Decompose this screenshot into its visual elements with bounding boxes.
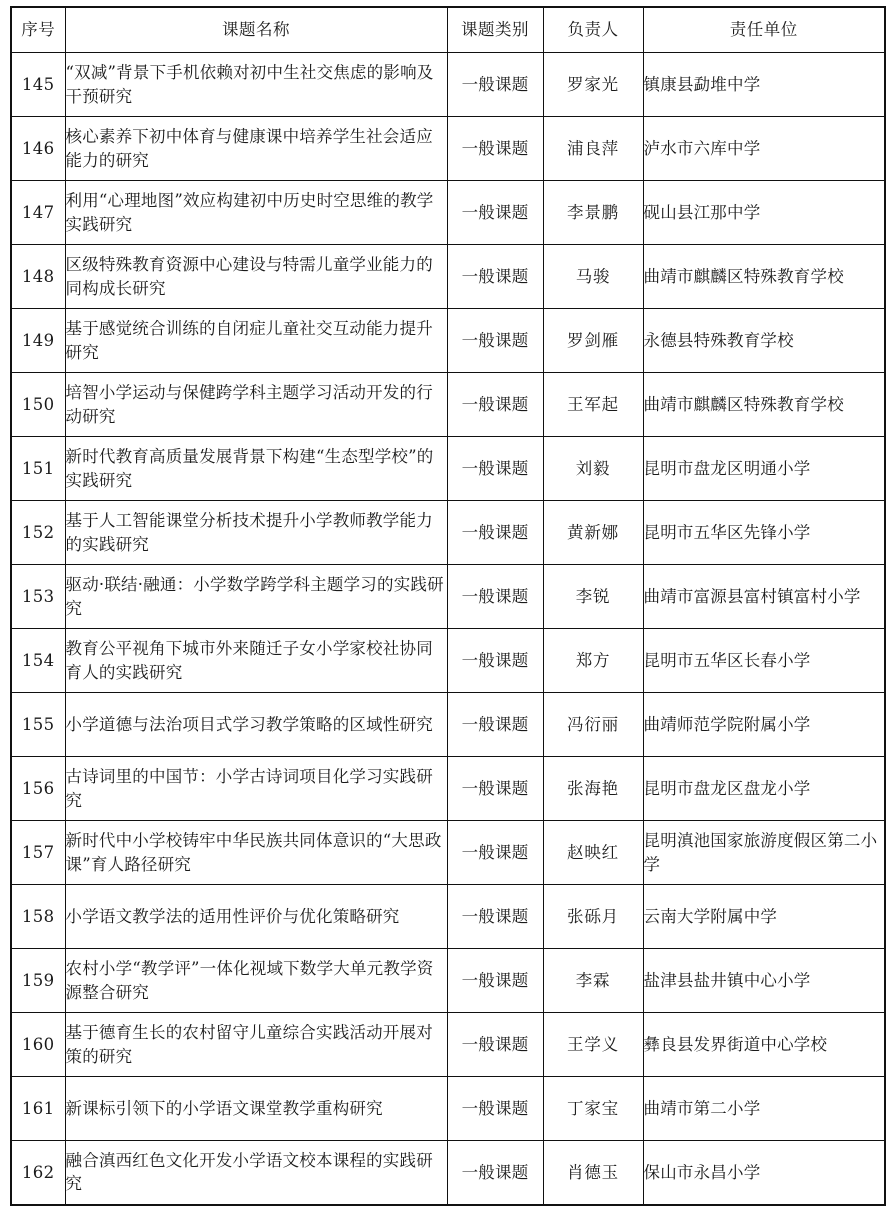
- column-header-unit: 责任单位: [643, 7, 885, 53]
- cell-sequence-number: 145: [11, 53, 65, 117]
- cell-responsible-unit: 保山市永昌小学: [643, 1141, 885, 1205]
- cell-responsible-unit: 曲靖师范学院附属小学: [643, 693, 885, 757]
- cell-project-title: 农村小学“教学评”一体化视域下数学大单元教学资源整合研究: [65, 949, 447, 1013]
- cell-sequence-number: 160: [11, 1013, 65, 1077]
- cell-responsible-unit: 镇康县勐堆中学: [643, 53, 885, 117]
- table-row: [11, 501, 885, 565]
- cell-responsible-unit: 昆明市盘龙区明通小学: [643, 437, 885, 501]
- cell-project-title: 区级特殊教育资源中心建设与特需儿童学业能力的同构成长研究: [65, 245, 447, 309]
- table-row: [11, 565, 885, 629]
- cell-project-leader: 浦良萍: [543, 117, 643, 181]
- cell-project-leader: 肖德玉: [543, 1141, 643, 1205]
- table-row: [11, 309, 885, 373]
- table-row: [11, 949, 885, 1013]
- cell-responsible-unit: 昆明市盘龙区盘龙小学: [643, 757, 885, 821]
- cell-project-category: 一般课题: [447, 1141, 543, 1205]
- cell-responsible-unit: 盐津县盐井镇中心小学: [643, 949, 885, 1013]
- table-row: [11, 53, 885, 117]
- cell-project-category: 一般课题: [447, 693, 543, 757]
- cell-responsible-unit: 曲靖市第二小学: [643, 1077, 885, 1141]
- cell-project-leader: 张砾月: [543, 885, 643, 949]
- cell-project-title: 驱动·联结·融通：小学数学跨学科主题学习的实践研究: [65, 565, 447, 629]
- cell-project-leader: 郑方: [543, 629, 643, 693]
- cell-responsible-unit: 永德县特殊教育学校: [643, 309, 885, 373]
- cell-project-title: 新课标引领下的小学语文课堂教学重构研究: [65, 1077, 447, 1141]
- cell-project-title: 新时代教育高质量发展背景下构建“生态型学校”的实践研究: [65, 437, 447, 501]
- cell-project-category: 一般课题: [447, 437, 543, 501]
- cell-project-title: 基于感觉统合训练的自闭症儿童社交互动能力提升研究: [65, 309, 447, 373]
- table-row: [11, 821, 885, 885]
- cell-project-category: 一般课题: [447, 1077, 543, 1141]
- cell-project-title: 融合滇西红色文化开发小学语文校本课程的实践研究: [65, 1141, 447, 1205]
- table-row: [11, 757, 885, 821]
- cell-project-category: 一般课题: [447, 245, 543, 309]
- cell-project-title: 基于人工智能课堂分析技术提升小学教师教学能力的实践研究: [65, 501, 447, 565]
- cell-project-leader: 李霖: [543, 949, 643, 1013]
- cell-project-leader: 罗剑雁: [543, 309, 643, 373]
- table-header: [11, 7, 885, 53]
- cell-project-title: 教育公平视角下城市外来随迁子女小学家校社协同育人的实践研究: [65, 629, 447, 693]
- column-header-title: 课题名称: [65, 7, 447, 53]
- cell-responsible-unit: 昆明滇池国家旅游度假区第二小学: [643, 821, 885, 885]
- cell-project-category: 一般课题: [447, 53, 543, 117]
- table-row: [11, 117, 885, 181]
- cell-sequence-number: 148: [11, 245, 65, 309]
- table-row: [11, 1013, 885, 1077]
- cell-project-title: “双减”背景下手机依赖对初中生社交焦虑的影响及干预研究: [65, 53, 447, 117]
- cell-sequence-number: 155: [11, 693, 65, 757]
- cell-sequence-number: 150: [11, 373, 65, 437]
- cell-project-leader: 马骏: [543, 245, 643, 309]
- cell-project-category: 一般课题: [447, 565, 543, 629]
- cell-responsible-unit: 云南大学附属中学: [643, 885, 885, 949]
- cell-responsible-unit: 曲靖市富源县富村镇富村小学: [643, 565, 885, 629]
- column-header-leader: 负责人: [543, 7, 643, 53]
- cell-responsible-unit: 昆明市五华区长春小学: [643, 629, 885, 693]
- cell-sequence-number: 159: [11, 949, 65, 1013]
- cell-project-title: 古诗词里的中国节：小学古诗词项目化学习实践研究: [65, 757, 447, 821]
- cell-responsible-unit: 曲靖市麒麟区特殊教育学校: [643, 245, 885, 309]
- cell-sequence-number: 158: [11, 885, 65, 949]
- table-row: [11, 245, 885, 309]
- cell-project-category: 一般课题: [447, 373, 543, 437]
- table-row: [11, 181, 885, 245]
- cell-project-title: 培智小学运动与保健跨学科主题学习活动开发的行动研究: [65, 373, 447, 437]
- cell-responsible-unit: 砚山县江那中学: [643, 181, 885, 245]
- table-row: [11, 885, 885, 949]
- cell-project-title: 小学道德与法治项目式学习教学策略的区域性研究: [65, 693, 447, 757]
- column-header-category: 课题类别: [447, 7, 543, 53]
- cell-project-title: 新时代中小学校铸牢中华民族共同体意识的“大思政课”育人路径研究: [65, 821, 447, 885]
- cell-project-leader: 王学义: [543, 1013, 643, 1077]
- cell-sequence-number: 151: [11, 437, 65, 501]
- cell-project-title: 小学语文教学法的适用性评价与优化策略研究: [65, 885, 447, 949]
- cell-sequence-number: 153: [11, 565, 65, 629]
- cell-project-leader: 王军起: [543, 373, 643, 437]
- cell-project-leader: 冯衍丽: [543, 693, 643, 757]
- column-header-seq: 序号: [11, 7, 65, 53]
- cell-project-leader: 刘毅: [543, 437, 643, 501]
- cell-project-category: 一般课题: [447, 181, 543, 245]
- cell-sequence-number: 154: [11, 629, 65, 693]
- cell-project-leader: 黄新娜: [543, 501, 643, 565]
- cell-responsible-unit: 昆明市五华区先锋小学: [643, 501, 885, 565]
- cell-project-leader: 李景鹏: [543, 181, 643, 245]
- cell-sequence-number: 149: [11, 309, 65, 373]
- table-row: [11, 1077, 885, 1141]
- cell-project-leader: 赵映红: [543, 821, 643, 885]
- cell-sequence-number: 162: [11, 1141, 65, 1205]
- cell-project-leader: 丁家宝: [543, 1077, 643, 1141]
- cell-project-category: 一般课题: [447, 309, 543, 373]
- cell-project-leader: 罗家光: [543, 53, 643, 117]
- cell-project-category: 一般课题: [447, 949, 543, 1013]
- cell-sequence-number: 146: [11, 117, 65, 181]
- cell-project-leader: 张海艳: [543, 757, 643, 821]
- cell-sequence-number: 152: [11, 501, 65, 565]
- cell-sequence-number: 147: [11, 181, 65, 245]
- project-list-table: [10, 6, 886, 1206]
- cell-sequence-number: 157: [11, 821, 65, 885]
- table-row: [11, 629, 885, 693]
- cell-project-category: 一般课题: [447, 885, 543, 949]
- cell-project-category: 一般课题: [447, 1013, 543, 1077]
- cell-project-leader: 李锐: [543, 565, 643, 629]
- table-row: [11, 1141, 885, 1205]
- table-row: [11, 437, 885, 501]
- cell-project-category: 一般课题: [447, 501, 543, 565]
- cell-project-title: 基于德育生长的农村留守儿童综合实践活动开展对策的研究: [65, 1013, 447, 1077]
- cell-project-category: 一般课题: [447, 757, 543, 821]
- cell-project-category: 一般课题: [447, 117, 543, 181]
- table-row: [11, 693, 885, 757]
- table-row: [11, 373, 885, 437]
- cell-responsible-unit: 泸水市六库中学: [643, 117, 885, 181]
- cell-responsible-unit: 曲靖市麒麟区特殊教育学校: [643, 373, 885, 437]
- cell-project-category: 一般课题: [447, 629, 543, 693]
- cell-sequence-number: 156: [11, 757, 65, 821]
- cell-sequence-number: 161: [11, 1077, 65, 1141]
- cell-project-title: 核心素养下初中体育与健康课中培养学生社会适应能力的研究: [65, 117, 447, 181]
- table-body: [11, 53, 885, 1205]
- table-header-row: [11, 7, 885, 53]
- cell-project-title: 利用“心理地图”效应构建初中历史时空思维的教学实践研究: [65, 181, 447, 245]
- cell-responsible-unit: 彝良县发界街道中心学校: [643, 1013, 885, 1077]
- cell-project-category: 一般课题: [447, 821, 543, 885]
